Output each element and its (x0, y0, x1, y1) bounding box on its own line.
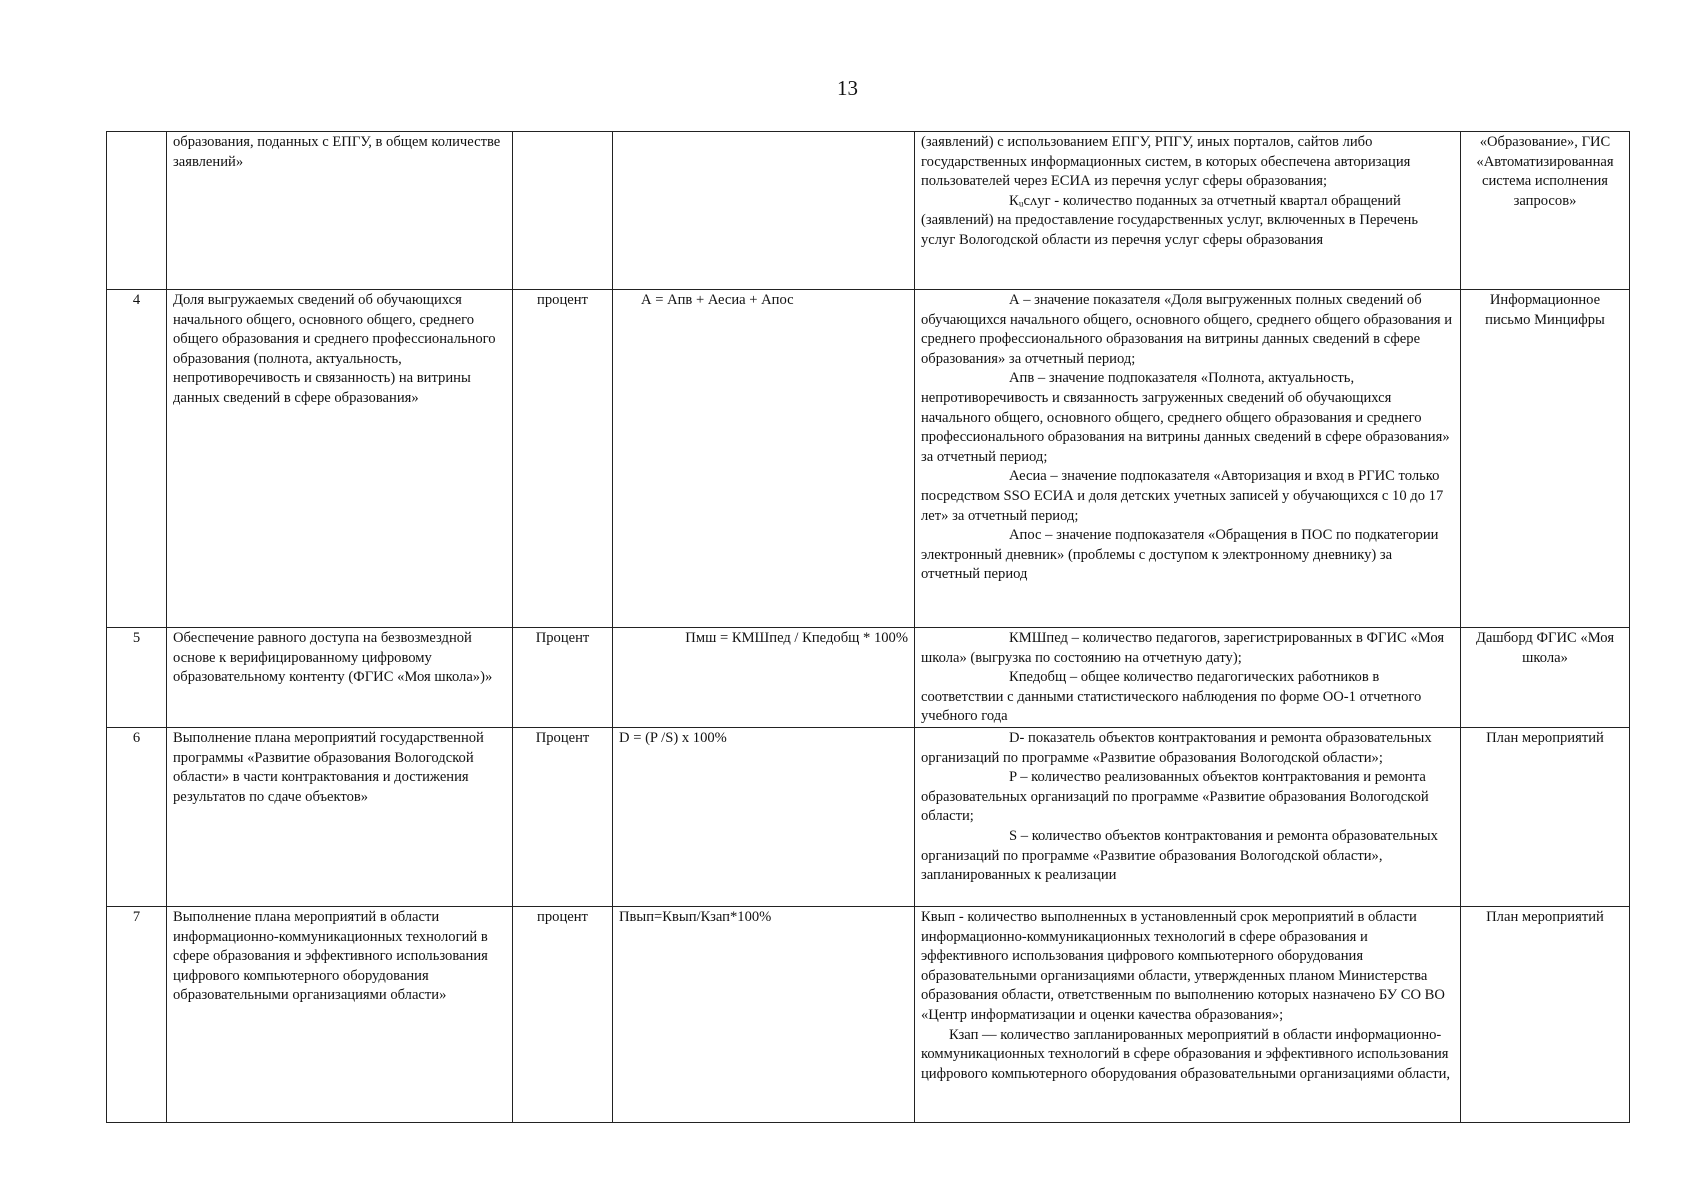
calculation-method (915, 290, 1461, 628)
indicator-name: Выполнение плана мероприятий в области информационно-коммуникационных технологий в сфере образования и эффективного использования цифрового компьютерного оборудования образовательными организациями области» (167, 907, 513, 1123)
unit: процент (513, 907, 613, 1123)
formula: Пᴍш = КМШпед / Кпедобщ * 100% (613, 628, 915, 728)
table-row (107, 628, 1630, 728)
indicator-name: образования, поданных с ЕПГУ, в общем количестве заявлений» (167, 132, 513, 290)
data-source: Информационное письмо Минцифры (1461, 290, 1630, 628)
calculation-method (915, 728, 1461, 907)
method-paragraph: (заявлений) с использованием ЕПГУ, РПГУ, иных порталов, сайтов либо государственных информационных систем, в которых обеспечена авторизация пользователей через ЕСИА из перечня услуг сферы образования; (921, 134, 1411, 190)
table-row (107, 132, 1630, 290)
row-number: 7 (107, 907, 167, 1123)
data-source: План мероприятий (1461, 907, 1630, 1123)
method-paragraph: P – количество реализованных объектов контрактования и ремонта образовательных организаций по программе «Развитие образования Вологодской области; (921, 769, 1429, 825)
data-source: Дашборд ФГИС «Моя школа» (1461, 628, 1630, 728)
method-paragraph: Кпедобщ – общее количество педагогических работников в соответствии с данными статистического наблюдения по форме ОО-1 отчетного учебного года (921, 669, 1422, 725)
indicator-name: Доля выгружаемых сведений об обучающихся начального общего, основного общего, среднего общего образования и среднего профессионального образования (полнота, актуальность, непротиворечивость и связанность) на витрины данных сведений в сфере образования» (167, 290, 513, 628)
method-paragraph: КМШпед – количество педагогов, зарегистрированных в ФГИС «Моя школа» (выгрузка по состоянию на отчетную дату); (921, 630, 1445, 666)
method-paragraph: Апв – значение подпоказателя «Полнота, актуальность, непротиворечивость и связанность загруженных сведений об обучающихся начального общего, основного общего, среднего общего образования и среднего профессионального образования на витрины данных сведений в сфере образования» за отчетный период; (921, 370, 1450, 465)
calculation-method (915, 907, 1461, 1123)
method-paragraph: D- показатель объектов контрактования и ремонта образовательных организаций по программе «Развитие образования Вологодской области»; (921, 730, 1432, 766)
formula (613, 132, 915, 290)
method-paragraph: S – количество объектов контрактования и ремонта образовательных организаций по программе «Развитие образования Вологодской области», запланированных к реализации (921, 827, 1438, 884)
unit (513, 132, 613, 290)
method-paragraph: Аесиа – значение подпоказателя «Авторизация и вход в РГИС только посредством SSO ЕСИА и доля детских учетных записей у обучающихся с 10 до 17 лет» за отчетный период; (921, 468, 1444, 524)
unit: Процент (513, 628, 613, 728)
indicator-name: Выполнение плана мероприятий государственной программы «Развитие образования Вологодской области» в части контрактования и достижения результатов по сдаче объектов» (167, 728, 513, 907)
indicator-name: Обеспечение равного доступа на безвозмездной основе к верифицированному цифровому образовательному контенту (ФГИС «Моя школа»)» (167, 628, 513, 728)
method-paragraph: А – значение показателя «Доля выгруженных полных сведений об обучающихся начального общего, основного общего, среднего общего образования и среднего профессионального образования на витрины данных сведений в сфере образования» за отчетный период; (921, 292, 1453, 367)
calculation-method (915, 628, 1461, 728)
page-number: 13 (837, 76, 858, 100)
unit: процент (513, 290, 613, 628)
data-source: План мероприятий (1461, 728, 1630, 907)
table-row (107, 728, 1630, 907)
method-paragraph: Апос – значение подпоказателя «Обращения в ПОС по подкатегории электронный дневник» (проблемы с доступом к электронному дневнику) за отчетный период (921, 527, 1439, 583)
indicators-table (106, 131, 1630, 1123)
table-row (107, 290, 1630, 628)
method-paragraph: Кзап — количество запланированных мероприятий в области информационно-коммуникационных технологий в сфере образования и эффективного использования цифрового компьютерного оборудования образовательными организациями области, (921, 1026, 1451, 1082)
calculation-method (915, 132, 1461, 290)
row-number: 6 (107, 728, 167, 907)
formula: А = Апв + Аесиа + Апос (613, 290, 915, 628)
data-source: «Образование», ГИС «Автоматизированная система исполнения запросов» (1461, 132, 1630, 290)
unit: Процент (513, 728, 613, 907)
method-paragraph: Квып - количество выполненных в установленный срок мероприятий в области информационно-коммуникационных технологий в сфере образования и эффективного использования цифрового компьютерного оборудования образовательными организациями области, утвержденных планом Министерства образования области, ответственным по выполнению которых назначено БУ СО ВО «Центр информатизации и оценки качества образования»; (921, 909, 1445, 1023)
method-paragraph: Кᵤсᴧуг - количество поданных за отчетный квартал обращений (заявлений) на предоставление государственных услуг, включенных в Перечень услуг Вологодской области из перечня услуг сферы образования (921, 192, 1419, 248)
formula: D = (P /S) x 100% (613, 728, 915, 907)
row-number (107, 132, 167, 290)
row-number: 5 (107, 628, 167, 728)
row-number: 4 (107, 290, 167, 628)
formula: Пвып=Квып/Кзап*100% (613, 907, 915, 1123)
table-row (107, 907, 1630, 1123)
